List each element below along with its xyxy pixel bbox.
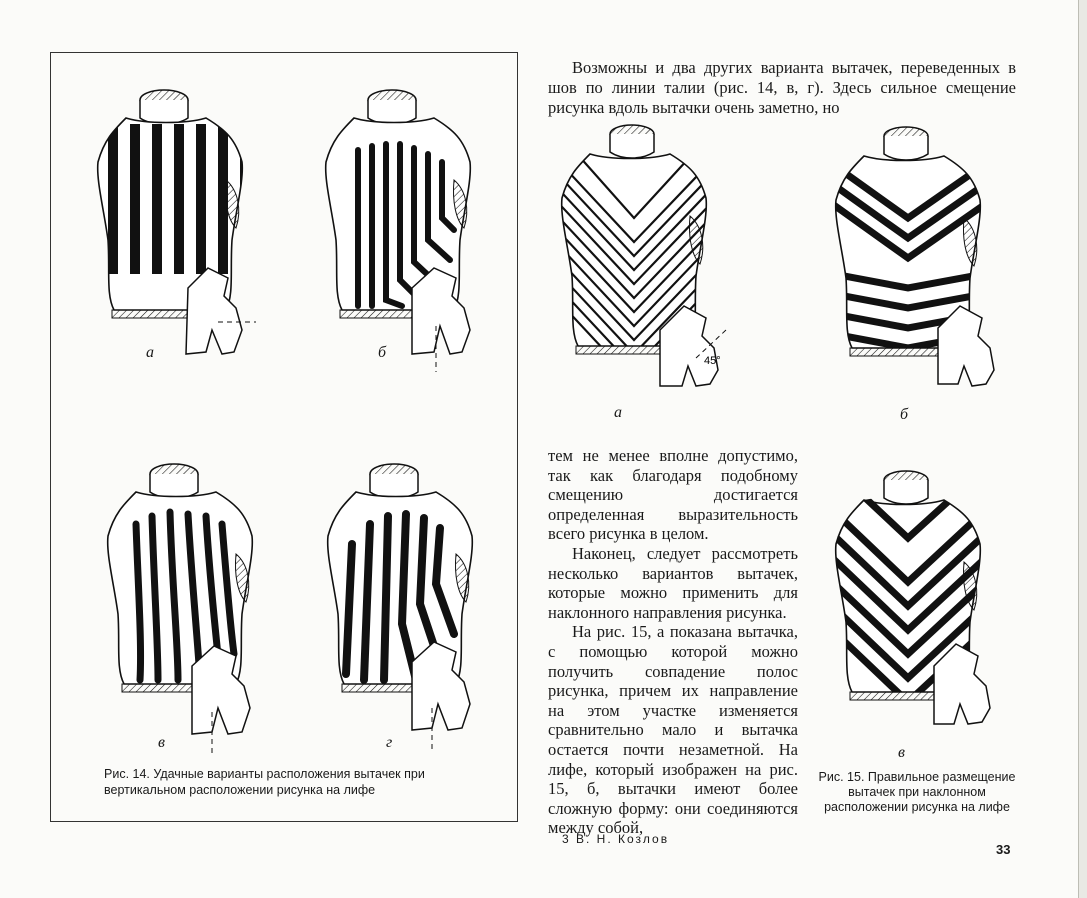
figure-14v-bodice-drawing [88, 456, 268, 756]
figure-15v-bodice-drawing [820, 466, 1020, 746]
top-paragraph: Возможны и два других варианта вытачек, переведенных в шов по линии талии (рис. 14, в, г). Здесь сильное смещение рисунка вдоль вытачки очень заметно, но [548, 58, 1016, 117]
figure-14v-letter: в [158, 734, 165, 751]
figure-14-caption: Рис. 14. Удачные варианты расположения вытачек при вертикальном расположении рисунка на лифе [104, 767, 425, 797]
figure-14b-letter: б [378, 344, 387, 361]
figure-14g-letter: г [386, 734, 393, 751]
page-number: 33 [996, 842, 1011, 857]
signature-footer: 3 В. Н. Козлов [562, 832, 670, 846]
main-text-column [548, 446, 798, 838]
figure-15a-bodice-drawing [546, 120, 746, 400]
figure-14a-bodice-drawing [78, 82, 258, 372]
page-edge [1078, 0, 1087, 898]
figure-15v-letter: в [898, 744, 905, 761]
text-paragraph-1: тем не менее вполне допустимо, так как благодаря подобному смещению достигается определенная выразительность всего рисунка в целом. [548, 446, 798, 544]
figure-15a-letter: а [614, 404, 622, 421]
figure-15-caption: Рис. 15. Правильное размещение вытачек при наклонном расположении рисунка на лифе [818, 770, 1016, 814]
text-paragraph-3: На рис. 15, а показана вытачка, с помощью которой можно получить совпадение полос рисунка, причем их направление на этом участке изменяется сравнительно мало и вытачка остается почти незаметной. На лифе, который изображен на рис. 15, б, вытачки имеют более сложную форму: они соединяются между собой, [548, 622, 798, 838]
figure-15b-bodice-drawing [820, 122, 1020, 402]
figure-14b-bodice-drawing [306, 82, 486, 372]
text-paragraph-2: Наконец, следует рассмотреть несколько вариантов вытачек, которые можно применить для наклонного направления рисунка. [548, 543, 798, 622]
figure-15b-letter: б [900, 406, 909, 423]
figure-14a-letter: а [146, 344, 154, 361]
top-paragraph-block [548, 58, 1016, 118]
angle-label: 45° [704, 355, 721, 367]
figure-14g-bodice-drawing [308, 456, 488, 756]
